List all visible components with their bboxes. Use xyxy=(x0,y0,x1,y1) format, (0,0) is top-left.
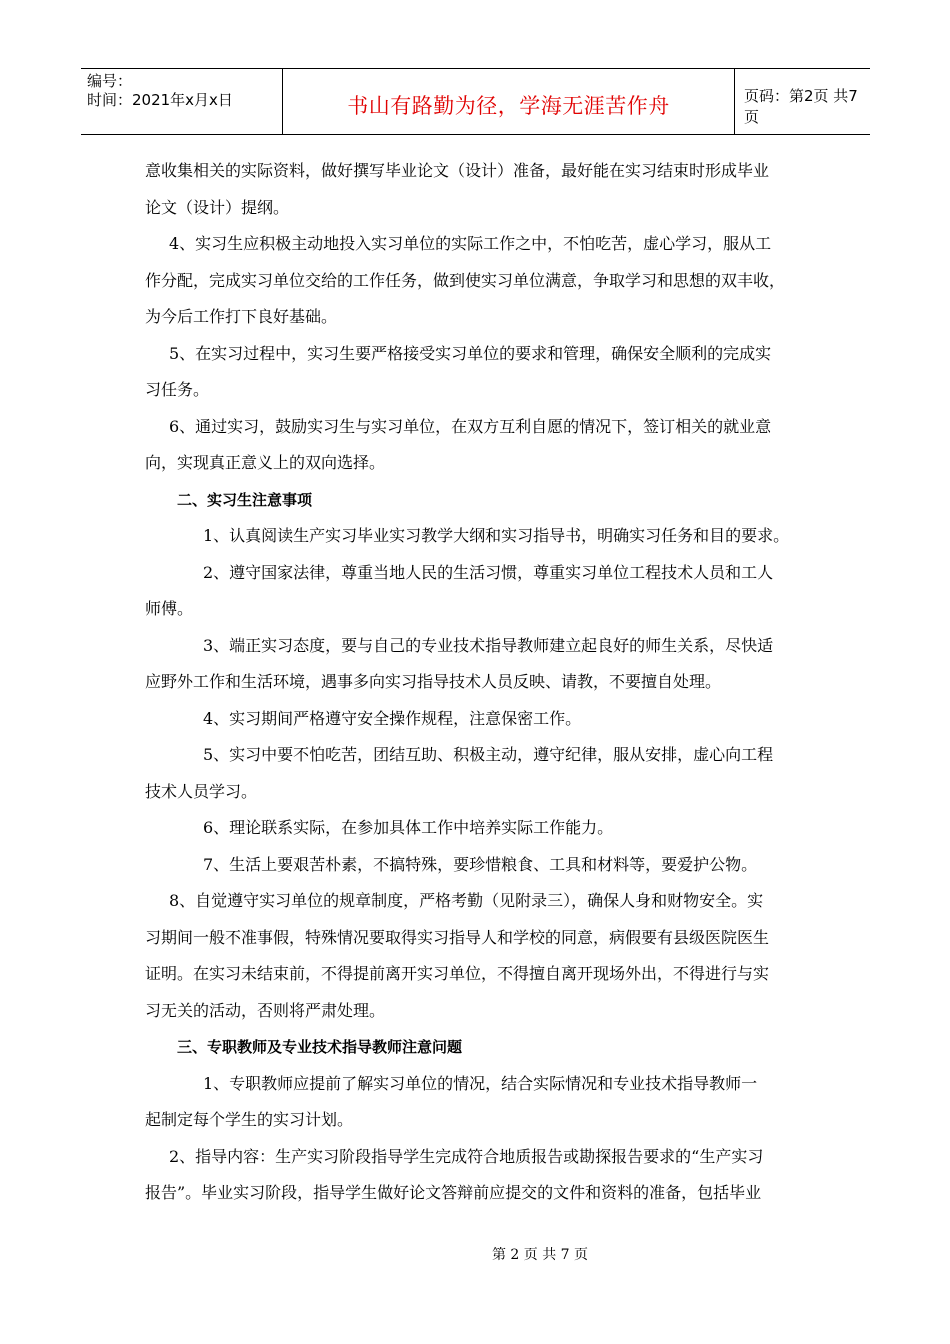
body-line: 2、遵守国家法律，尊重当地人民的生活习惯，尊重实习单位工程技术人员和工人 xyxy=(203,562,774,582)
body-line: 作分配，完成实习单位交给的工作任务，做到使实习单位满意，争取学习和思想的双丰收， xyxy=(145,270,786,290)
header-table xyxy=(81,68,870,135)
body-line: 技术人员学习。 xyxy=(145,781,258,801)
number-label: 编号： xyxy=(87,72,133,90)
body-line: 3、端正实习态度，要与自己的专业技术指导教师建立起良好的师生关系，尽快适 xyxy=(203,635,774,655)
page-code: 页码：第2页 共7页 xyxy=(744,86,858,126)
body-line: 4、实习生应积极主动地投入实习单位的实际工作之中，不怕吃苦，虚心学习，服从工 xyxy=(169,234,772,253)
document-body xyxy=(145,153,809,1212)
body-line: 习任务。 xyxy=(145,380,210,399)
body-line: 起制定每个学生的实习计划。 xyxy=(145,1110,354,1129)
body-line: 1、专职教师应提前了解实习单位的情况，结合实际情况和专业技术指导教师一 xyxy=(203,1073,758,1093)
time-label: 时间：2021年x月x日 xyxy=(87,91,233,109)
body-line: 应野外工作和生活环境，遇事多向实习指导技术人员反映、请教，不要擅自处理。 xyxy=(145,672,722,691)
section-heading: 二、实习生注意事项 xyxy=(177,490,313,509)
body-line: 4、实习期间严格遵守安全操作规程，注意保密工作。 xyxy=(203,708,582,728)
header-meta-cell xyxy=(81,69,283,134)
body-line: 6、理论联系实际，在参加具体工作中培养实际工作能力。 xyxy=(203,818,614,837)
body-line: 5、在实习过程中，实习生要严格接受实习单位的要求和管理，确保安全顺利的完成实 xyxy=(169,343,772,363)
body-line: 7、生活上要艰苦朴素，不搞特殊，要珍惜粮食、工具和材料等，要爱护公物。 xyxy=(203,854,758,874)
body-line: 论文（设计）提纲。 xyxy=(145,197,290,217)
page-footer: 第 2 页 共 7 页 xyxy=(491,1247,589,1263)
body-line: 习期间一般不准事假，特殊情况要取得实习指导人和学校的同意，病假要有县级医院医生 xyxy=(145,927,770,947)
body-line: 2、指导内容：生产实习阶段指导学生完成符合地质报告或勘探报告要求的“生产实习 xyxy=(169,1146,764,1166)
body-line: 证明。在实习未结束前，不得提前离开实习单位，不得擅自离开现场外出，不得进行与实 xyxy=(145,964,770,983)
header-motto-cell xyxy=(283,69,735,134)
section-heading: 三、专职教师及专业技术指导教师注意问题 xyxy=(177,1038,463,1056)
body-line: 意收集相关的实际资料，做好撰写毕业论文（设计）准备，最好能在实习结束时形成毕业 xyxy=(145,161,770,180)
body-line: 8、自觉遵守实习单位的规章制度，严格考勤（见附录三），确保人身和财物安全。实 xyxy=(169,891,764,910)
body-line: 习无关的活动，否则将严肃处理。 xyxy=(145,1000,386,1020)
body-line: 向，实现真正意义上的双向选择。 xyxy=(145,453,386,472)
body-line: 6、通过实习，鼓励实习生与实习单位，在双方互利自愿的情况下，签订相关的就业意 xyxy=(169,416,772,436)
body-line: 5、实习中要不怕吃苦，团结互助、积极主动，遵守纪律，服从安排，虚心向工程 xyxy=(203,745,774,764)
body-line: 师傅。 xyxy=(145,599,194,618)
body-line: 为今后工作打下良好基础。 xyxy=(145,307,338,326)
body-line: 1、认真阅读生产实习毕业实习教学大纲和实习指导书，明确实习任务和目的要求。 xyxy=(203,526,790,545)
motto-text: 书山有路勤为径，学海无涯苦作舟 xyxy=(347,93,670,118)
body-line: 报告”。毕业实习阶段，指导学生做好论文答辩前应提交的文件和资料的准备，包括毕业 xyxy=(145,1183,762,1202)
